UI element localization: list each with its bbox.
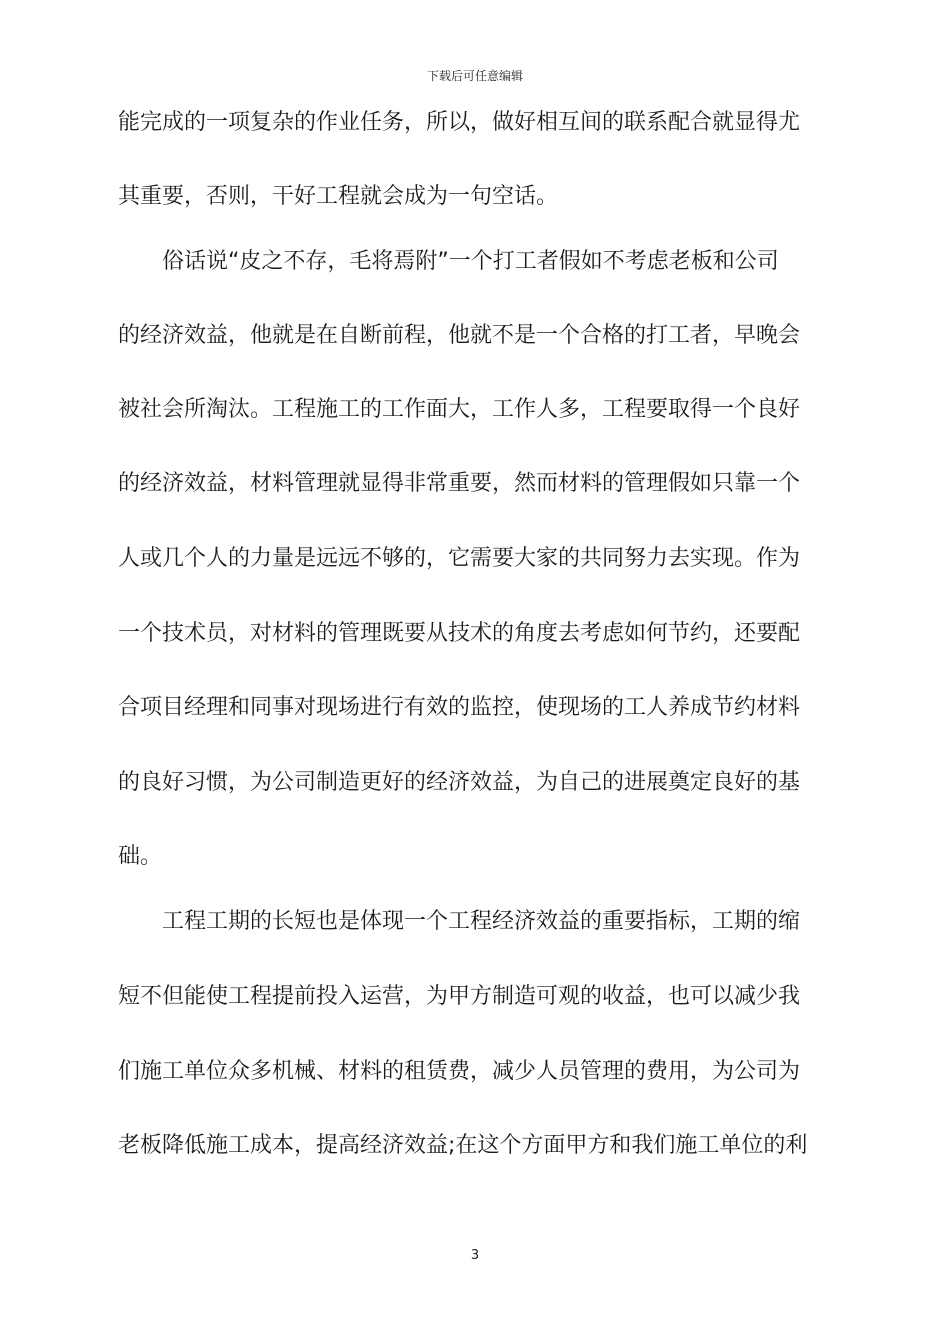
text-line: 俗话说“皮之不存，毛将焉附”一个打工者假如不考虑老板和公司: [118, 249, 779, 274]
text-line: 被社会所淘汰。工程施工的工作面大，工作人多，工程要取得一个良好: [118, 397, 801, 422]
text-line: 短不但能使工程提前投入运营，为甲方制造可观的收益，也可以减少我: [118, 984, 801, 1009]
text-line: 础。: [118, 844, 163, 869]
text-line: 人或几个人的力量是远远不够的，它需要大家的共同努力去实现。作为: [118, 546, 801, 571]
text-line: 们施工单位众多机械、材料的租赁费，减少人员管理的费用，为公司为: [118, 1059, 801, 1084]
text-line: 能完成的一项复杂的作业任务，所以，做好相互间的联系配合就显得尤: [118, 110, 801, 135]
page-header: 下载后可任意编辑: [426, 69, 523, 83]
text-line: 工程工期的长短也是体现一个工程经济效益的重要指标，工期的缩: [118, 909, 801, 934]
text-line: 老板降低施工成本，提高经济效益;在这个方面甲方和我们施工单位的利: [118, 1133, 808, 1158]
text-line: 其重要，否则，干好工程就会成为一句空话。: [118, 184, 559, 209]
text-line: 的良好习惯，为公司制造更好的经济效益，为自己的进展奠定良好的基: [118, 770, 801, 795]
text-line: 的经济效益，材料管理就显得非常重要，然而材料的管理假如只靠一个: [118, 471, 801, 496]
text-line: 合项目经理和同事对现场进行有效的监控，使现场的工人养成节约材料: [118, 695, 801, 720]
text-line: 一个技术员，对材料的管理既要从技术的角度去考虑如何节约，还要配: [118, 621, 801, 646]
page-number: 3: [470, 1248, 480, 1263]
text-line: 的经济效益，他就是在自断前程，他就不是一个合格的打工者，早晚会: [118, 323, 801, 348]
